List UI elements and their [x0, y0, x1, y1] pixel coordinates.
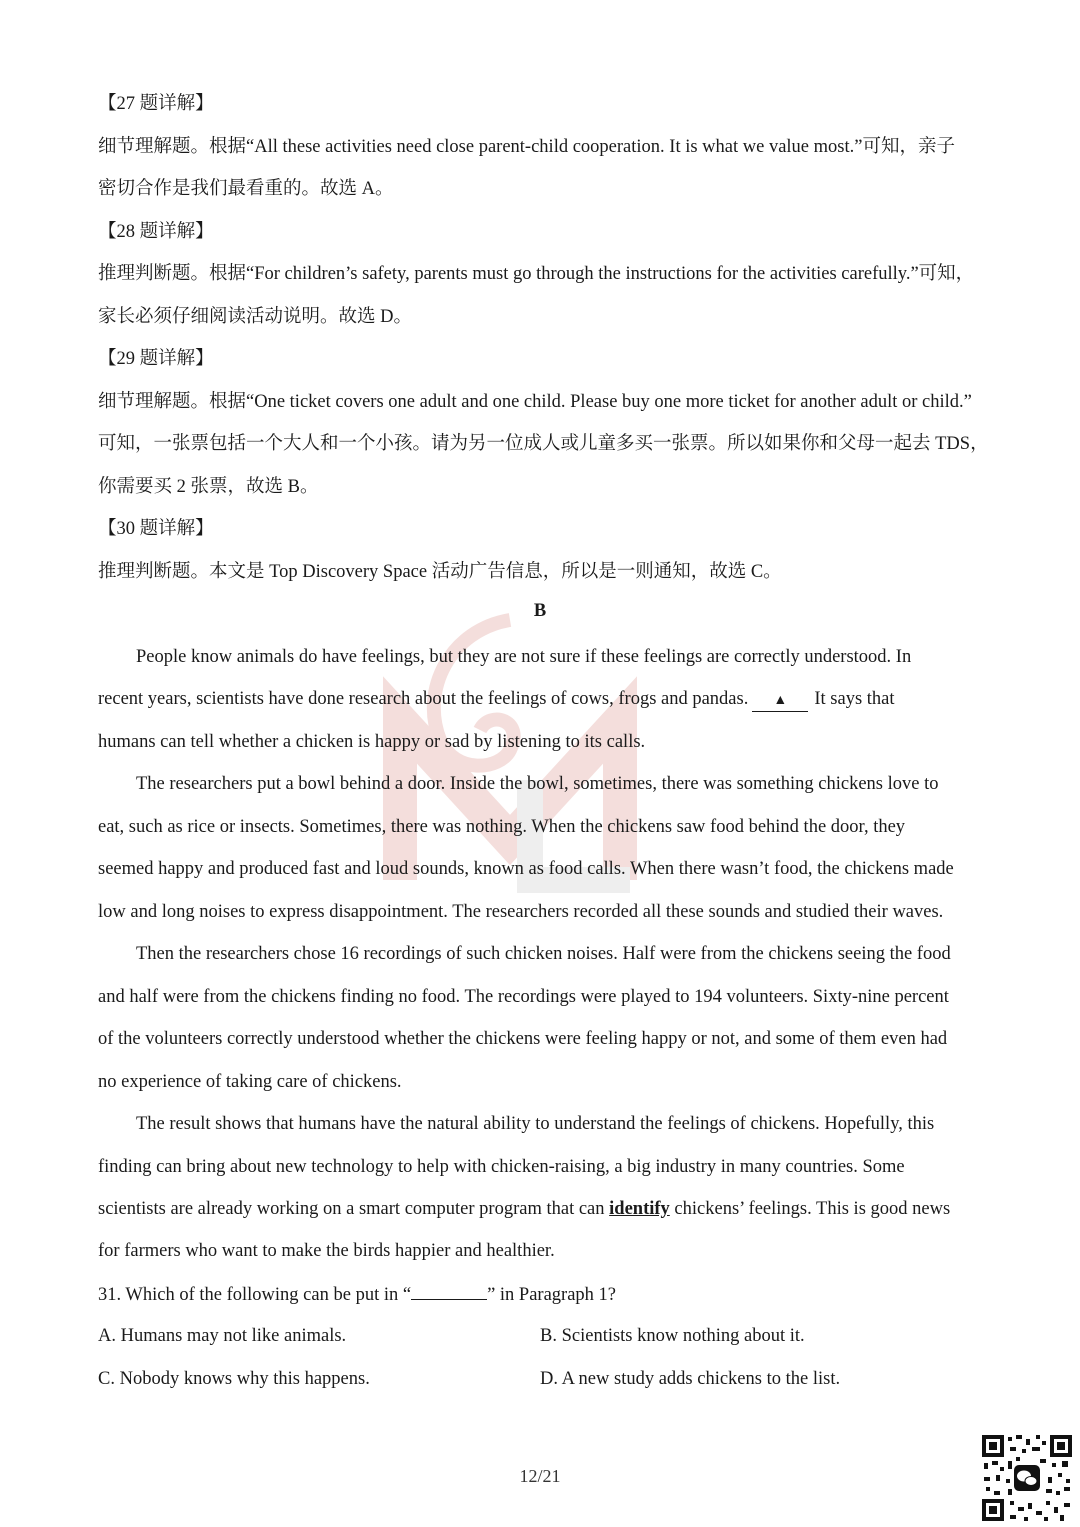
- q28-explanation-line1: 推理判断题。根据“For children’s safety, parents must go through the instructions for the activities carefully.”可知，: [98, 264, 975, 284]
- keyword-identify: identify: [609, 1199, 670, 1219]
- blank-marker: ▲: [752, 691, 808, 712]
- q31-stem: [98, 1281, 616, 1308]
- q28-heading: 【28 题详解】: [98, 222, 214, 242]
- p3-line2: and half were from the chickens finding no food. The recordings were played to 194 volunteers. Sixty-nine percent: [98, 987, 949, 1007]
- option-d[interactable]: D. A new study adds chickens to the list.: [540, 1369, 841, 1389]
- p1-line2-tail: It says that: [814, 689, 895, 709]
- q28-explanation-line2: 家长必须仔细阅读活动说明。故选 D。: [98, 307, 412, 327]
- q30-explanation-line1: 推理判断题。本文是 Top Discovery Space 活动广告信息，所以是一则通知，故选 C。: [98, 562, 782, 582]
- q30-heading: 【30 题详解】: [98, 519, 214, 539]
- p1-line1: People know animals do have feelings, but they are not sure if these feelings are correctly understood. In: [136, 647, 912, 667]
- q27-explanation-line1: 细节理解题。根据“All these activities need close parent-child cooperation. It is what we value most.”可知，亲子: [98, 137, 955, 157]
- q27-explanation-line2: 密切合作是我们最看重的。故选 A。: [98, 179, 394, 199]
- page-number: 12/21: [519, 1466, 561, 1486]
- q29-explanation-line1: 细节理解题。根据“One ticket covers one adult and one child. Please buy one more ticket for another adult or child.”: [98, 392, 972, 412]
- p1-line3: humans can tell whether a chicken is happy or sad by listening to its calls.: [98, 732, 646, 752]
- q27-heading: 【27 题详解】: [98, 94, 214, 114]
- p4-line1: The result shows that humans have the natural ability to understand the feelings of chickens. Hopefully, this: [136, 1114, 935, 1134]
- p1-line2-text: recent years, scientists have done research about the feelings of cows, frogs and pandas.: [98, 689, 749, 709]
- p2-line2: eat, such as rice or insects. Sometimes, there was nothing. When the chickens saw food behind the door, they: [98, 817, 906, 837]
- p3-line1: Then the researchers chose 16 recordings of such chicken noises. Half were from the chickens seeing the food: [136, 944, 951, 964]
- q31-stem-before: 31. Which of the following can be put in “: [98, 1285, 412, 1305]
- p2-line1: The researchers put a bowl behind a door. Inside the bowl, sometimes, there was something chickens love to: [136, 774, 939, 794]
- p4-line4: for farmers who want to make the birds happier and healthier.: [98, 1241, 555, 1261]
- p2-line4: low and long noises to express disappointment. The researchers recorded all these sounds and studied their waves.: [98, 902, 944, 922]
- p3-line3: of the volunteers correctly understood whether the chickens were feeling happy or not, and some of them even had: [98, 1029, 948, 1049]
- q31-blank: [411, 1281, 487, 1300]
- qr-code-icon: [980, 1433, 1074, 1523]
- p4-line3-text: scientists are already working on a smart computer program that can: [98, 1199, 605, 1219]
- q29-explanation-line2: 可知，一张票包括一个大人和一个小孩。请为另一位成人或儿童多买一张票。所以如果你和父母一起去 TDS，: [98, 434, 989, 454]
- option-b[interactable]: B. Scientists know nothing about it.: [540, 1326, 805, 1346]
- p3-line4: no experience of taking care of chickens.: [98, 1072, 402, 1092]
- p1-line2: [98, 686, 895, 712]
- p2-line3: seemed happy and produced fast and loud sounds, known as food calls. When there wasn’t food, the chickens made: [98, 859, 954, 879]
- p4-line2: finding can bring about new technology to help with chicken-raising, a big industry in many countries. Some: [98, 1157, 905, 1177]
- option-c[interactable]: C. Nobody knows why this happens.: [98, 1369, 370, 1389]
- option-a[interactable]: A. Humans may not like animals.: [98, 1326, 347, 1346]
- q29-explanation-line3: 你需要买 2 张票，故选 B。: [98, 477, 319, 497]
- q29-heading: 【29 题详解】: [98, 349, 214, 369]
- p4-line3-tail: chickens’ feelings. This is good news: [674, 1199, 951, 1219]
- q31-stem-after: ” in Paragraph 1?: [487, 1285, 616, 1305]
- section-title: B: [533, 601, 547, 621]
- p4-line3: [98, 1196, 950, 1222]
